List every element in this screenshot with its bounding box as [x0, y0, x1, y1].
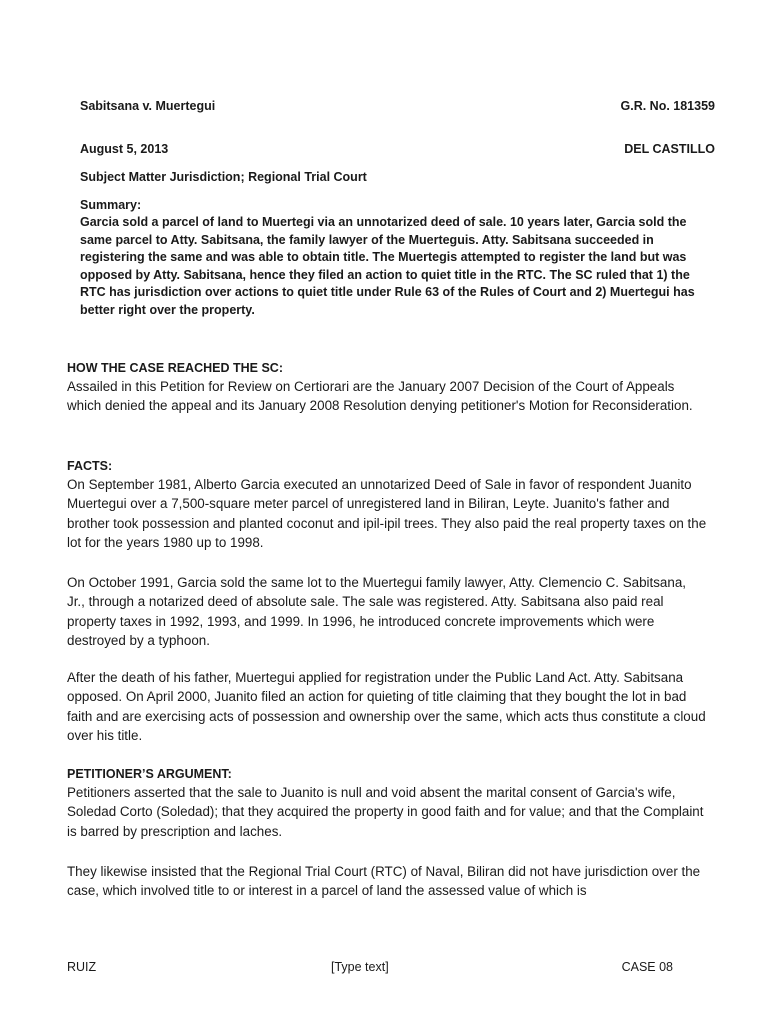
footer-left: RUIZ	[67, 960, 97, 974]
footer-right: CASE 08	[621, 960, 673, 974]
how-paragraph: Assailed in this Petition for Review on Certiorari are the January 2007 Decision of the Court of Appeals which denied the appeal and its January 2008 Resolution denying petitioner's Motion for Reconsideration.	[67, 379, 693, 414]
petitioner-section	[67, 766, 707, 841]
gr-number: G.R. No. 181359	[620, 99, 715, 113]
how-section	[67, 360, 707, 416]
facts-section	[67, 458, 707, 552]
summary-label: Summary:	[80, 198, 142, 212]
petitioner-paragraph-2-block	[67, 862, 707, 901]
case-header-row	[80, 99, 715, 113]
facts-heading: FACTS:	[67, 459, 113, 473]
petitioner-paragraph-1: Petitioners asserted that the sale to Juanito is null and void absent the marital consent of Garcia's wife, Soledad Corto (Soledad); that they acquired the property in good faith and for value; and that the Complaint is barred by prescription and laches.	[67, 785, 704, 839]
how-heading: HOW THE CASE REACHED THE SC:	[67, 361, 283, 375]
petitioner-heading: PETITIONER’S ARGUMENT:	[67, 767, 232, 781]
summary-text: Garcia sold a parcel of land to Muertegi via an unnotarized deed of sale. 10 years later, Garcia sold the same parcel to Atty. Sabitsana, the family lawyer of the Muerteguis. Atty. Sabitsana succeeded in registering the same and was able to obtain title. The Muertegis attempted to register the land but was opposed by Atty. Sabitsana, hence they filed an action to quiet title in the RTC. The SC ruled that 1) the RTC has jurisdiction over actions to quiet title under Rule 63 of the Rules of Court and 2) Muertegui has better right over the property.	[80, 215, 695, 317]
facts-paragraph-3-block	[67, 668, 707, 745]
ponente: DEL CASTILLO	[624, 142, 715, 156]
facts-paragraph-1: On September 1981, Alberto Garcia executed an unnotarized Deed of Sale in favor of respondent Juanito Muertegui over a 7,500-square meter parcel of unregistered land in Biliran, Leyte. Juanito's father and brother took possession and planted coconut and ipil-ipil trees. They also paid the real property taxes on the lot for the years 1980 up to 1998.	[67, 477, 707, 550]
date-ponente-row	[80, 142, 715, 156]
topic: Subject Matter Jurisdiction; Regional Trial Court	[80, 170, 367, 184]
decision-date: August 5, 2013	[80, 142, 169, 156]
facts-paragraph-2: On October 1991, Garcia sold the same lot to the Muertegui family lawyer, Atty. Clemencio C. Sabitsana, Jr., through a notarized deed of absolute sale. The sale was registered. Atty. Sabitsana also paid real property taxes in 1992, 1993, and 1999. In 1996, he introduced concrete improvements which were destroyed by a typhoon.	[67, 575, 686, 648]
case-title: Sabitsana v. Muertegui	[80, 99, 216, 113]
facts-paragraph-2-block	[67, 573, 707, 650]
petitioner-paragraph-2: They likewise insisted that the Regional Trial Court (RTC) of Naval, Biliran did not have jurisdiction over the case, which involved title to or interest in a parcel of land the assessed value of which is	[67, 864, 701, 899]
facts-paragraph-3: After the death of his father, Muertegui applied for registration under the Public Land Act. Atty. Sabitsana opposed. On April 2000, Juanito filed an action for quieting of title claiming that they bought the lot in bad faith and are exercising acts of possession and ownership over the same, which acts thus constitute a cloud over his title.	[67, 670, 706, 743]
footer-center: [Type text]	[331, 960, 389, 974]
